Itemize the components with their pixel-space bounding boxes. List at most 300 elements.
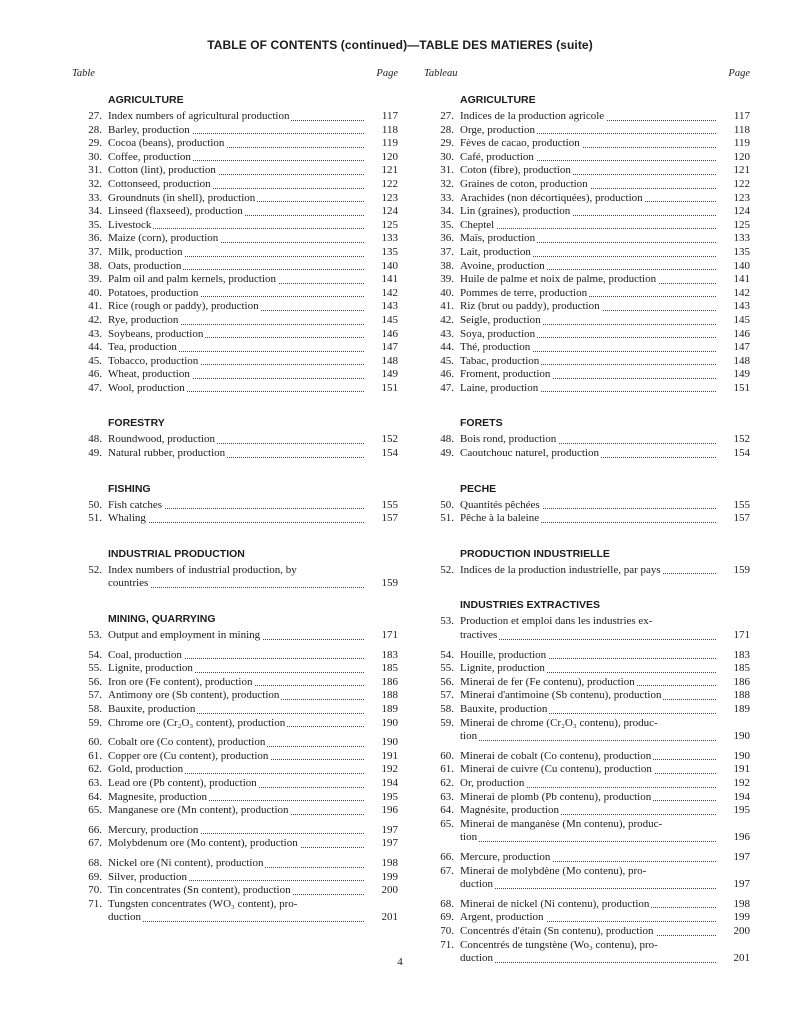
toc-entry bbox=[424, 260, 750, 274]
toc-entry bbox=[72, 649, 398, 663]
entry-page: 141 bbox=[381, 273, 398, 286]
entry-number: 54. bbox=[440, 648, 454, 661]
english-column-header bbox=[72, 68, 398, 86]
toc-entry bbox=[424, 763, 750, 777]
entry-title: Tin concentrates (Sn content), production bbox=[108, 884, 364, 898]
entry-number: 47. bbox=[88, 381, 102, 394]
entry-number: 70. bbox=[440, 924, 454, 937]
entry-page: 195 bbox=[733, 804, 750, 817]
entry-page: 117 bbox=[733, 110, 750, 122]
entry-page: 188 bbox=[733, 689, 750, 702]
page-title: TABLE OF CONTENTS (continued)—TABLE DES MATIERES (suite) bbox=[207, 38, 593, 52]
toc-entry bbox=[424, 205, 750, 219]
entry-title: Cottonseed, production bbox=[108, 178, 364, 192]
entry-page: 159 bbox=[381, 577, 398, 590]
entry-title: Concentrés d'étain (Sn contenu), production bbox=[460, 925, 716, 939]
entry-number: 67. bbox=[440, 864, 454, 877]
entry-title: Gold, production bbox=[108, 763, 364, 777]
entry-page: 185 bbox=[733, 662, 750, 675]
entry-number: 51. bbox=[440, 512, 454, 525]
entry-number: 36. bbox=[440, 232, 454, 245]
toc-entry bbox=[424, 615, 750, 629]
entry-title: Maïs, production bbox=[460, 232, 716, 246]
entry-title: Palm oil and palm kernels, production bbox=[108, 273, 364, 287]
toc-entry bbox=[72, 328, 398, 342]
toc-entry bbox=[424, 804, 750, 818]
entry-title: Minerai de cobalt (Co contenu), production bbox=[460, 750, 716, 764]
entry-title: Bauxite, production bbox=[108, 703, 364, 717]
toc-entry bbox=[424, 512, 750, 526]
entry-number: 60. bbox=[440, 749, 454, 762]
section-heading: MINING, QUARRYING bbox=[108, 613, 216, 626]
entry-title: Wool, production bbox=[108, 382, 364, 396]
toc-entry bbox=[72, 791, 398, 805]
entry-page: 147 bbox=[381, 341, 398, 354]
toc-entry-continuation bbox=[72, 577, 398, 591]
entry-page: 194 bbox=[381, 776, 398, 789]
entry-page: 197 bbox=[381, 837, 398, 850]
entry-number: 70. bbox=[88, 884, 102, 897]
entry-number: 69. bbox=[440, 911, 454, 924]
entry-number: 33. bbox=[440, 191, 454, 204]
section-heading: INDUSTRIAL PRODUCTION bbox=[108, 547, 245, 560]
toc-entry bbox=[424, 818, 750, 832]
entry-number: 46. bbox=[88, 368, 102, 381]
entry-page: 190 bbox=[733, 749, 750, 762]
entry-number: 51. bbox=[88, 512, 102, 525]
entry-title: Minerai de nickel (Ni contenu), production bbox=[460, 898, 716, 912]
entry-number: 41. bbox=[88, 300, 102, 313]
entry-page: 199 bbox=[381, 870, 398, 883]
entry-title: Maize (corn), production bbox=[108, 232, 364, 246]
entry-page: 190 bbox=[381, 736, 398, 749]
toc-entry bbox=[424, 433, 750, 447]
entry-page: 194 bbox=[733, 790, 750, 803]
toc-entry bbox=[424, 341, 750, 355]
entry-title: Minerai de cuivre (Cu contenu), production bbox=[460, 763, 716, 777]
entry-title: Pommes de terre, production bbox=[460, 287, 716, 301]
entry-title: Concentrés de tungstène (Wo₃ contenu), pro- bbox=[460, 938, 658, 951]
entry-number: 45. bbox=[440, 354, 454, 367]
entry-number: 57. bbox=[440, 689, 454, 702]
entry-number: 66. bbox=[440, 850, 454, 863]
toc-entry bbox=[72, 750, 398, 764]
entry-page: 171 bbox=[733, 629, 750, 642]
section-heading: FORESTRY bbox=[108, 417, 165, 430]
entry-page: 186 bbox=[733, 675, 750, 688]
entry-page: 190 bbox=[381, 716, 398, 729]
entry-number: 29. bbox=[440, 137, 454, 150]
entry-title: Lait, production bbox=[460, 246, 716, 260]
entry-number: 62. bbox=[88, 763, 102, 776]
entry-number: 56. bbox=[440, 675, 454, 688]
page-label: Page bbox=[376, 68, 398, 79]
entry-page: 123 bbox=[381, 191, 398, 204]
toc-entry-continuation bbox=[424, 629, 750, 643]
entry-page: 199 bbox=[733, 911, 750, 924]
entry-page: 146 bbox=[733, 327, 750, 340]
toc-entry bbox=[72, 355, 398, 369]
toc-entry bbox=[72, 382, 398, 396]
toc-entry bbox=[424, 151, 750, 165]
entry-page: 133 bbox=[733, 232, 750, 245]
entry-title: Wheat, production bbox=[108, 368, 364, 382]
entry-number: 54. bbox=[88, 648, 102, 661]
entry-number: 42. bbox=[440, 313, 454, 326]
toc-entry bbox=[72, 564, 398, 578]
entry-page: 201 bbox=[733, 952, 750, 965]
entry-number: 38. bbox=[440, 259, 454, 272]
toc-entry bbox=[72, 192, 398, 206]
entry-title: Barley, production bbox=[108, 124, 364, 138]
toc-entry bbox=[72, 341, 398, 355]
entry-page: 183 bbox=[381, 648, 398, 661]
entry-title: Tea, production bbox=[108, 341, 364, 355]
entry-number: 31. bbox=[88, 164, 102, 177]
entry-title-continued: tion bbox=[460, 831, 716, 845]
entry-title: Coton (fibre), production bbox=[460, 164, 716, 178]
section-heading: INDUSTRIES EXTRACTIVES bbox=[460, 599, 601, 612]
entry-page: 135 bbox=[733, 245, 750, 258]
entry-page: 192 bbox=[381, 763, 398, 776]
toc-entry bbox=[424, 649, 750, 663]
entry-page: 146 bbox=[381, 327, 398, 340]
entry-number: 43. bbox=[88, 327, 102, 340]
toc-entry bbox=[424, 499, 750, 513]
entry-title: Molybdenum ore (Mo content), production bbox=[108, 837, 364, 851]
entry-title: Tungsten concentrates (WO₃ content), pro- bbox=[108, 897, 298, 910]
entry-title: Output and employment in mining bbox=[108, 629, 364, 643]
entry-page: 197 bbox=[381, 823, 398, 836]
toc-entry bbox=[424, 564, 750, 578]
entry-number: 30. bbox=[88, 150, 102, 163]
toc-entry bbox=[72, 273, 398, 287]
entry-title: Houille, production bbox=[460, 649, 716, 663]
toc-entry bbox=[72, 837, 398, 851]
entry-title: Soya, production bbox=[460, 328, 716, 342]
toc-entry bbox=[424, 246, 750, 260]
entry-page: 149 bbox=[733, 368, 750, 381]
entry-number: 27. bbox=[88, 110, 102, 122]
entry-number: 57. bbox=[88, 689, 102, 702]
toc-entry bbox=[424, 911, 750, 925]
entry-page: 145 bbox=[733, 313, 750, 326]
entry-title: Indices de la production industrielle, par pays bbox=[460, 564, 716, 578]
entry-page: 149 bbox=[381, 368, 398, 381]
entry-title: Index numbers of industrial production, by bbox=[108, 563, 297, 576]
english-contents bbox=[72, 94, 398, 937]
toc-entry bbox=[72, 300, 398, 314]
toc-entry bbox=[72, 736, 398, 750]
entry-title: Caoutchouc naturel, production bbox=[460, 447, 716, 461]
entry-number: 71. bbox=[440, 938, 454, 951]
entry-number: 52. bbox=[88, 563, 102, 576]
section-heading: PECHE bbox=[460, 482, 497, 495]
toc-entry bbox=[424, 662, 750, 676]
entry-title: Mercure, production bbox=[460, 851, 716, 865]
entry-title-continued: duction bbox=[460, 878, 716, 892]
entry-page: 140 bbox=[733, 259, 750, 272]
entry-number: 61. bbox=[440, 763, 454, 776]
entry-page: 141 bbox=[733, 273, 750, 286]
entry-number: 35. bbox=[440, 218, 454, 231]
toc-entry bbox=[424, 232, 750, 246]
toc-entry bbox=[424, 219, 750, 233]
entry-title: Oats, production bbox=[108, 260, 364, 274]
entry-number: 65. bbox=[440, 817, 454, 830]
entry-number: 46. bbox=[440, 368, 454, 381]
entry-page: 120 bbox=[733, 150, 750, 163]
entry-page: 133 bbox=[381, 232, 398, 245]
entry-title: Antimony ore (Sb content), production bbox=[108, 689, 364, 703]
section-heading: FISHING bbox=[108, 482, 151, 495]
entry-title: Nickel ore (Ni content), production bbox=[108, 857, 364, 871]
french-column-header bbox=[424, 68, 750, 86]
entry-title: Minerai de plomb (Pb contenu), production bbox=[460, 791, 716, 805]
entry-page: 122 bbox=[733, 177, 750, 190]
entry-page: 124 bbox=[381, 205, 398, 218]
entry-page: 152 bbox=[733, 433, 750, 446]
entry-number: 45. bbox=[88, 354, 102, 367]
entry-title: Arachides (non décortiquées), production bbox=[460, 192, 716, 206]
toc-entry bbox=[424, 447, 750, 461]
entry-page: 118 bbox=[733, 123, 750, 136]
toc-entry bbox=[72, 676, 398, 690]
page-label: Page bbox=[728, 68, 750, 79]
toc-entry bbox=[72, 205, 398, 219]
toc-entry bbox=[72, 260, 398, 274]
entry-title: Indices de la production agricole bbox=[460, 110, 716, 124]
entry-number: 71. bbox=[88, 897, 102, 910]
entry-page: 148 bbox=[381, 354, 398, 367]
french-contents bbox=[424, 94, 750, 978]
entry-number: 39. bbox=[88, 273, 102, 286]
toc-entry bbox=[424, 287, 750, 301]
entry-number: 28. bbox=[440, 123, 454, 136]
toc-entry bbox=[72, 857, 398, 871]
entry-title-continued: duction bbox=[460, 952, 716, 966]
entry-number: 68. bbox=[88, 856, 102, 869]
entry-number: 48. bbox=[440, 433, 454, 446]
entry-title: Fish catches bbox=[108, 499, 364, 513]
entry-title: Avoine, production bbox=[460, 260, 716, 274]
entry-title: Production et emploi dans les industries ex- bbox=[460, 615, 653, 628]
toc-entry-continuation bbox=[424, 831, 750, 845]
toc-entry bbox=[424, 164, 750, 178]
entry-title: Silver, production bbox=[108, 871, 364, 885]
entry-title: Graines de coton, production bbox=[460, 178, 716, 192]
entry-number: 55. bbox=[440, 662, 454, 675]
toc-entry bbox=[72, 717, 398, 731]
toc-entry bbox=[424, 939, 750, 953]
entry-page: 147 bbox=[733, 341, 750, 354]
toc-entry bbox=[424, 865, 750, 879]
entry-number: 59. bbox=[88, 716, 102, 729]
entry-title: Cobalt ore (Co content), production bbox=[108, 736, 364, 750]
section-heading: PRODUCTION INDUSTRIELLE bbox=[460, 547, 610, 560]
entry-number: 53. bbox=[440, 615, 454, 628]
page-number: 4 bbox=[397, 956, 403, 968]
toc-entry bbox=[424, 777, 750, 791]
entry-number: 61. bbox=[88, 749, 102, 762]
entry-title: Magnésite, production bbox=[460, 804, 716, 818]
entry-number: 58. bbox=[440, 703, 454, 715]
entry-page: 171 bbox=[381, 629, 398, 642]
entry-number: 40. bbox=[440, 286, 454, 299]
entry-number: 29. bbox=[88, 137, 102, 150]
entry-title: Whaling bbox=[108, 512, 364, 526]
toc-entry bbox=[72, 368, 398, 382]
entry-page: 124 bbox=[733, 205, 750, 218]
entry-number: 69. bbox=[88, 870, 102, 883]
entry-page: 186 bbox=[381, 675, 398, 688]
entry-page: 143 bbox=[733, 300, 750, 313]
entry-number: 44. bbox=[440, 341, 454, 354]
entry-number: 43. bbox=[440, 327, 454, 340]
entry-title: Tobacco, production bbox=[108, 355, 364, 369]
toc-entry bbox=[72, 512, 398, 526]
entry-title: Livestock bbox=[108, 219, 364, 233]
entry-page: 196 bbox=[733, 831, 750, 844]
toc-entry bbox=[424, 851, 750, 865]
entry-title: Seigle, production bbox=[460, 314, 716, 328]
entry-title: Groundnuts (in shell), production bbox=[108, 192, 364, 206]
entry-number: 34. bbox=[88, 205, 102, 218]
toc-entry bbox=[424, 676, 750, 690]
toc-entry bbox=[72, 871, 398, 885]
entry-number: 34. bbox=[440, 205, 454, 218]
entry-number: 68. bbox=[440, 897, 454, 910]
entry-title: Minerai de manganèse (Mn contenu), produc- bbox=[460, 817, 663, 830]
entry-number: 36. bbox=[88, 232, 102, 245]
entry-title: Coffee, production bbox=[108, 151, 364, 165]
toc-entry bbox=[72, 629, 398, 643]
entry-page: 197 bbox=[733, 878, 750, 891]
entry-page: 195 bbox=[381, 790, 398, 803]
entry-title: Argent, production bbox=[460, 911, 716, 925]
entry-number: 38. bbox=[88, 259, 102, 272]
entry-number: 66. bbox=[88, 823, 102, 836]
entry-title: Rice (rough or paddy), production bbox=[108, 300, 364, 314]
entry-title: Bois rond, production bbox=[460, 433, 716, 447]
english-column bbox=[72, 68, 398, 937]
entry-title: Huile de palme et noix de palme, production bbox=[460, 273, 716, 287]
toc-entry-continuation bbox=[424, 878, 750, 892]
entry-number: 35. bbox=[88, 218, 102, 231]
section-heading: AGRICULTURE bbox=[108, 94, 184, 106]
entry-page: 121 bbox=[733, 164, 750, 177]
entry-title: Cocoa (beans), production bbox=[108, 137, 364, 151]
toc-entry bbox=[424, 137, 750, 151]
entry-page: 191 bbox=[733, 763, 750, 776]
entry-page: 157 bbox=[381, 512, 398, 525]
entry-title-continued: duction bbox=[108, 911, 364, 925]
entry-title: Index numbers of agricultural production bbox=[108, 110, 364, 124]
entry-number: 27. bbox=[440, 110, 454, 122]
entry-number: 31. bbox=[440, 164, 454, 177]
toc-entry bbox=[72, 178, 398, 192]
entry-title: Cheptel bbox=[460, 219, 716, 233]
entry-page: 123 bbox=[733, 191, 750, 204]
entry-number: 49. bbox=[88, 447, 102, 460]
toc-entry bbox=[72, 689, 398, 703]
entry-number: 60. bbox=[88, 736, 102, 749]
entry-page: 119 bbox=[381, 137, 398, 150]
entry-title: Copper ore (Cu content), production bbox=[108, 750, 364, 764]
toc-entry bbox=[424, 110, 750, 124]
entry-page: 196 bbox=[381, 804, 398, 817]
entry-page: 151 bbox=[733, 381, 750, 394]
entry-number: 47. bbox=[440, 381, 454, 394]
toc-entry bbox=[424, 368, 750, 382]
entry-page: 197 bbox=[733, 850, 750, 863]
toc-entry bbox=[72, 232, 398, 246]
entry-number: 55. bbox=[88, 662, 102, 675]
entry-number: 53. bbox=[88, 629, 102, 642]
entry-title: Potatoes, production bbox=[108, 287, 364, 301]
toc-entry-continuation bbox=[72, 911, 398, 925]
entry-number: 52. bbox=[440, 563, 454, 576]
entry-number: 28. bbox=[88, 123, 102, 136]
toc-entry bbox=[72, 433, 398, 447]
entry-title: Iron ore (Fe content), production bbox=[108, 676, 364, 690]
entry-number: 33. bbox=[88, 191, 102, 204]
entry-title: Minerai de fer (Fe contenu), production bbox=[460, 676, 716, 690]
entry-title: Orge, production bbox=[460, 124, 716, 138]
entry-title: Thé, production bbox=[460, 341, 716, 355]
entry-number: 41. bbox=[440, 300, 454, 313]
toc-entry bbox=[424, 355, 750, 369]
entry-page: 198 bbox=[733, 897, 750, 910]
entry-page: 125 bbox=[381, 218, 398, 231]
toc-entry bbox=[72, 151, 398, 165]
toc-entry bbox=[72, 884, 398, 898]
entry-title: Fèves de cacao, production bbox=[460, 137, 716, 151]
entry-page: 191 bbox=[381, 749, 398, 762]
toc-entry bbox=[72, 137, 398, 151]
entry-page: 190 bbox=[733, 730, 750, 743]
entry-title: Lignite, production bbox=[108, 662, 364, 676]
tableau-label: Tableau bbox=[424, 68, 458, 79]
entry-page: 201 bbox=[381, 911, 398, 924]
toc-entry bbox=[72, 124, 398, 138]
entry-number: 56. bbox=[88, 675, 102, 688]
entry-title: Bauxite, production bbox=[460, 703, 716, 717]
entry-title: Café, production bbox=[460, 151, 716, 165]
toc-entry bbox=[72, 804, 398, 818]
entry-page: 185 bbox=[381, 662, 398, 675]
entry-page: 152 bbox=[381, 433, 398, 446]
entry-title: Magnesite, production bbox=[108, 791, 364, 805]
entry-page: 200 bbox=[381, 884, 398, 897]
toc-entry bbox=[72, 246, 398, 260]
entry-page: 119 bbox=[733, 137, 750, 150]
entry-number: 44. bbox=[88, 341, 102, 354]
entry-title: Roundwood, production bbox=[108, 433, 364, 447]
toc-entry bbox=[424, 689, 750, 703]
entry-number: 48. bbox=[88, 433, 102, 446]
section-heading: AGRICULTURE bbox=[460, 94, 536, 106]
entry-number: 63. bbox=[440, 790, 454, 803]
entry-number: 39. bbox=[440, 273, 454, 286]
entry-number: 58. bbox=[88, 703, 102, 715]
entry-number: 50. bbox=[440, 498, 454, 511]
toc-entry bbox=[424, 328, 750, 342]
entry-title: Or, production bbox=[460, 777, 716, 791]
entry-title: Lead ore (Pb content), production bbox=[108, 777, 364, 791]
entry-page: 154 bbox=[733, 447, 750, 460]
entry-number: 64. bbox=[440, 804, 454, 817]
